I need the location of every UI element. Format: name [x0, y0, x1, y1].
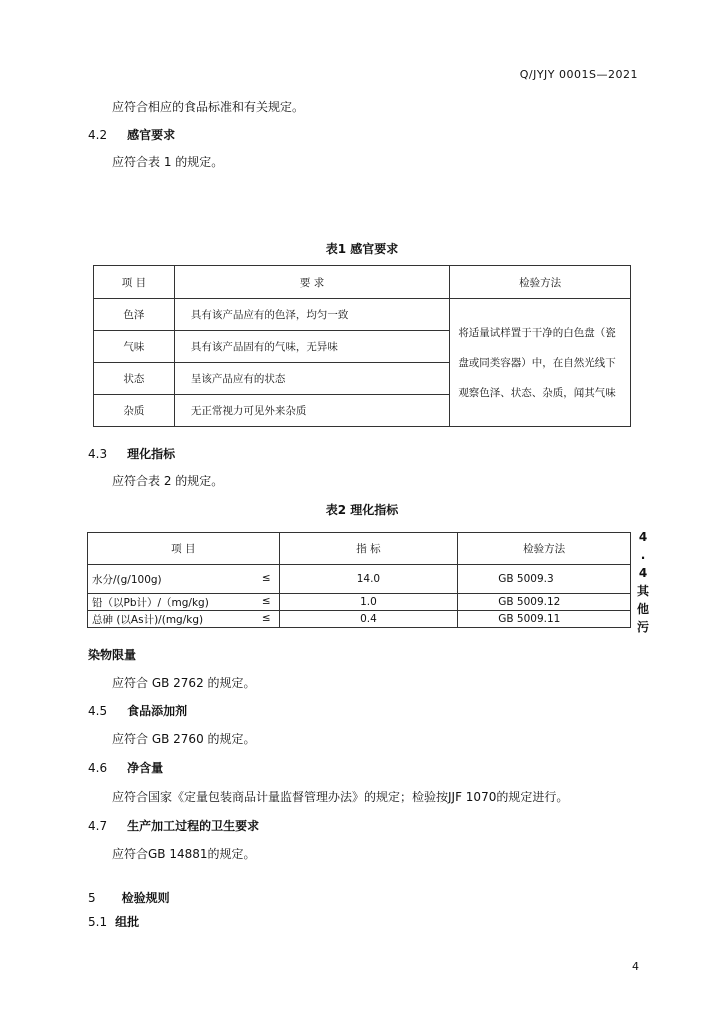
paragraph-additives: 应符合 GB 2760 的规定。 [112, 732, 256, 746]
table-row [88, 611, 631, 628]
heading-number: 5 [88, 891, 96, 905]
table-row [94, 299, 631, 331]
header-cell: 检验方法 [450, 266, 631, 299]
item-label: 铅（以Pb计）/（mg/kg) [92, 596, 209, 609]
vertical-char: 污 [636, 620, 649, 634]
header-cell: 指 标 [279, 533, 458, 565]
heading-title: 生产加工过程的卫生要求 [127, 819, 260, 833]
vertical-char: 4 [638, 566, 648, 580]
heading-4-3 [88, 445, 175, 462]
heading-title: 组批 [115, 915, 140, 929]
heading-4-2 [88, 126, 175, 143]
heading-number: 4.3 [88, 447, 108, 461]
vertical-char: 他 [636, 602, 649, 616]
heading-5 [88, 889, 170, 906]
heading-5-1 [88, 913, 139, 930]
heading-number: 4.5 [88, 704, 108, 718]
vertical-char: 4 [638, 530, 648, 544]
table-cell: 呈该产品应有的状态 [174, 363, 449, 395]
heading-title: 检验规则 [121, 891, 170, 905]
heading-4-4-tail: 染物限量 [88, 648, 137, 662]
heading-4-5 [88, 702, 187, 719]
table1-caption: 表1 感官要求 [325, 242, 399, 256]
item-label: 总砷 (以As计)/(mg/kg) [92, 613, 204, 626]
heading-title: 净含量 [127, 761, 164, 775]
item-label: 水分/(g/100g) [92, 573, 162, 586]
heading-number: 4.2 [88, 128, 108, 142]
header-cell: 项 目 [94, 266, 175, 299]
table-cell: 具有该产品应有的色泽，均匀一致 [174, 299, 449, 331]
table-cell: 14.0 [279, 565, 458, 594]
table-row [88, 594, 631, 611]
table-cell: 色泽 [94, 299, 175, 331]
sensory-table [93, 265, 631, 427]
paragraph-physchem-ref: 应符合表 2 的规定。 [112, 474, 224, 488]
table-cell [88, 565, 280, 594]
heading-number: 4.7 [88, 819, 108, 833]
physchem-table [87, 532, 631, 628]
table-cell: 0.4 [279, 611, 458, 628]
heading-4-7 [88, 817, 259, 834]
document-code: Q/JYJY 0001S—2021 [519, 68, 638, 81]
table-cell: 气味 [94, 331, 175, 363]
vertical-char: . [640, 548, 646, 562]
table-cell: 无正常视力可见外来杂质 [174, 395, 449, 427]
table-cell: 具有该产品固有的气味，无异味 [174, 331, 449, 363]
heading-4-4-vertical [636, 528, 650, 636]
table-cell: GB 5009.3 [458, 565, 631, 594]
table-cell: GB 5009.12 [458, 594, 631, 611]
less-equal-symbol: ≤ [261, 611, 271, 624]
table-header-row [94, 266, 631, 299]
table-cell: 1.0 [279, 594, 458, 611]
vertical-char: 其 [636, 584, 649, 598]
heading-number: 4.6 [88, 761, 108, 775]
paragraph-sensory-ref: 应符合表 1 的规定。 [112, 155, 224, 169]
table-cell: 杂质 [94, 395, 175, 427]
table-header-row [88, 533, 631, 565]
paragraph-net-content: 应符合国家《定量包装商品计量监督管理办法》的规定；检验按JJF 1070的规定进行。 [112, 790, 569, 804]
heading-number: 5.1 [88, 915, 108, 929]
table-cell [88, 594, 280, 611]
paragraph-food-standard: 应符合相应的食品标准和有关规定。 [112, 100, 305, 114]
table-cell: GB 5009.11 [458, 611, 631, 628]
table-cell: 状态 [94, 363, 175, 395]
less-equal-symbol: ≤ [261, 571, 271, 584]
heading-title: 食品添加剂 [127, 704, 188, 718]
page-number: 4 [632, 960, 639, 973]
less-equal-symbol: ≤ [261, 594, 271, 607]
header-cell: 项 目 [88, 533, 280, 565]
table-row [88, 565, 631, 594]
heading-title: 理化指标 [127, 447, 176, 461]
header-cell: 要 求 [174, 266, 449, 299]
paragraph-hygiene: 应符合GB 14881的规定。 [112, 847, 256, 861]
table-cell [88, 611, 280, 628]
heading-4-6 [88, 759, 163, 776]
test-method-cell: 将适量试样置于干净的白色盘（瓷盘或同类容器）中，在自然光线下观察色泽、状态、杂质，闻其气味 [450, 299, 631, 427]
table2-caption: 表2 理化指标 [325, 503, 399, 517]
heading-title: 感官要求 [127, 128, 176, 142]
header-cell: 检验方法 [458, 533, 631, 565]
paragraph-contaminants: 应符合 GB 2762 的规定。 [112, 676, 256, 690]
